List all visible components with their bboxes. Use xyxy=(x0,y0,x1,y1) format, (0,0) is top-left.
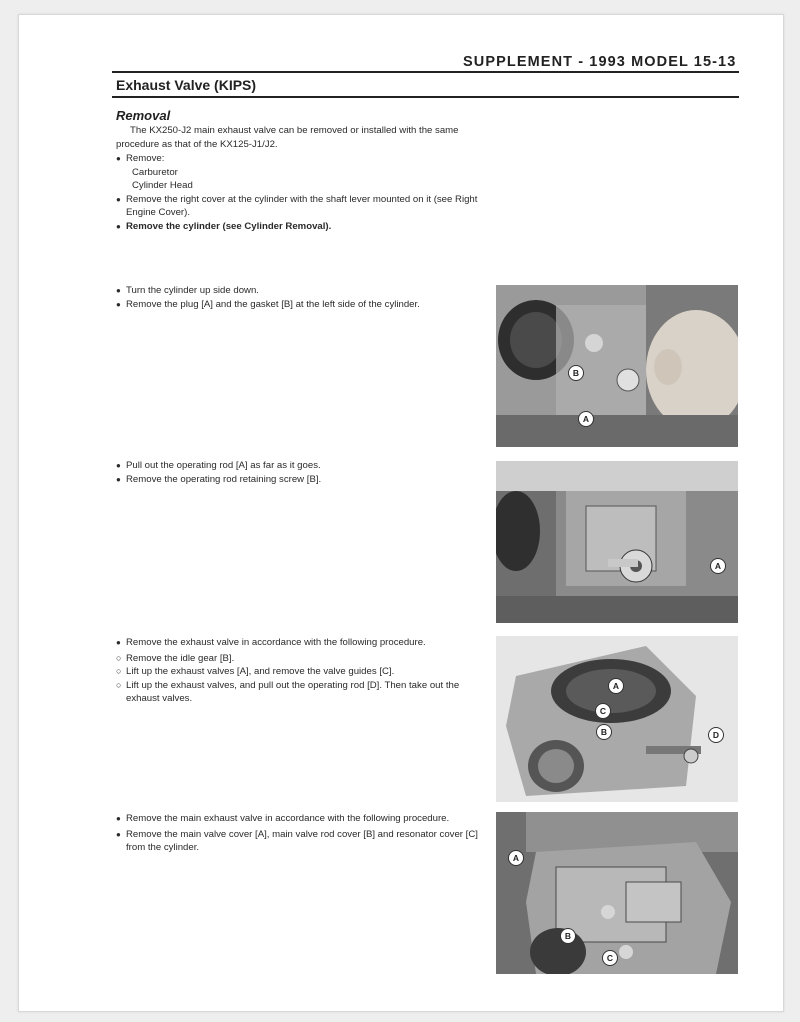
list-item: ○ Lift up the exhaust valves [A], and remove the valve guides [C]. xyxy=(116,665,486,679)
callout-c: C xyxy=(595,703,611,719)
list-item: Carburetor xyxy=(132,166,178,178)
step4-list xyxy=(116,812,486,855)
list-item: ○ Lift up the exhaust valves, and pull out the operating rod [D]. Then take out the exhaust valves. xyxy=(116,679,486,706)
list-item: ○ Remove the idle gear [B]. xyxy=(116,652,486,666)
removal-subhead: Removal xyxy=(116,108,171,123)
callout-b: B xyxy=(596,724,612,740)
main-valve-cover-photo xyxy=(496,812,738,974)
section-title: Exhaust Valve (KIPS) xyxy=(116,77,257,93)
callout-a: A xyxy=(508,850,524,866)
header-rule xyxy=(112,71,739,73)
cylinder-plug-photo xyxy=(496,285,738,447)
list-item: ● Turn the cylinder up side down. xyxy=(116,284,486,298)
list-item: ● Remove the main exhaust valve in accordance with the following procedure. xyxy=(116,812,486,826)
photo-plug-removal xyxy=(496,285,738,447)
callout-a: A xyxy=(710,558,726,574)
list-item: ● Remove: xyxy=(116,152,486,166)
removal-list xyxy=(116,152,486,234)
step1-list xyxy=(116,284,486,311)
step2-list xyxy=(116,459,486,486)
callout-d: D xyxy=(708,727,724,743)
list-item: ● Remove the main valve cover [A], main valve rod cover [B] and resonator cover [C] from the cylinder. xyxy=(116,828,486,855)
photo-main-valve-cover xyxy=(496,812,738,974)
section-rule xyxy=(112,96,739,98)
step3-list xyxy=(116,636,486,706)
removal-intro: The KX250-J2 main exhaust valve can be removed or installed with the same procedure as that of the KX125-J1/J2. xyxy=(116,125,459,150)
callout-a: A xyxy=(608,678,624,694)
list-item: ● Remove the exhaust valve in accordance with the following procedure. xyxy=(116,636,486,650)
photo-exhaust-valves xyxy=(496,636,738,802)
exhaust-valves-photo xyxy=(496,636,738,802)
callout-a: A xyxy=(578,411,594,427)
operating-rod-photo xyxy=(496,461,738,623)
callout-b: B xyxy=(568,365,584,381)
running-header: SUPPLEMENT - 1993 MODEL 15-13 xyxy=(463,54,737,70)
photo-operating-rod xyxy=(496,461,738,623)
list-item: ● Remove the operating rod retaining screw [B]. xyxy=(116,473,486,487)
list-item: ● Pull out the operating rod [A] as far as it goes. xyxy=(116,459,486,473)
callout-b: B xyxy=(560,928,576,944)
list-item: ● Remove the plug [A] and the gasket [B] at the left side of the cylinder. xyxy=(116,298,486,312)
list-item: ● Remove the right cover at the cylinder with the shaft lever mounted on it (see Right Engine Cover). xyxy=(116,193,486,220)
callout-c: C xyxy=(602,950,618,966)
list-item: ● Remove the cylinder (see Cylinder Removal). xyxy=(116,220,486,234)
list-item: Cylinder Head xyxy=(132,180,193,192)
